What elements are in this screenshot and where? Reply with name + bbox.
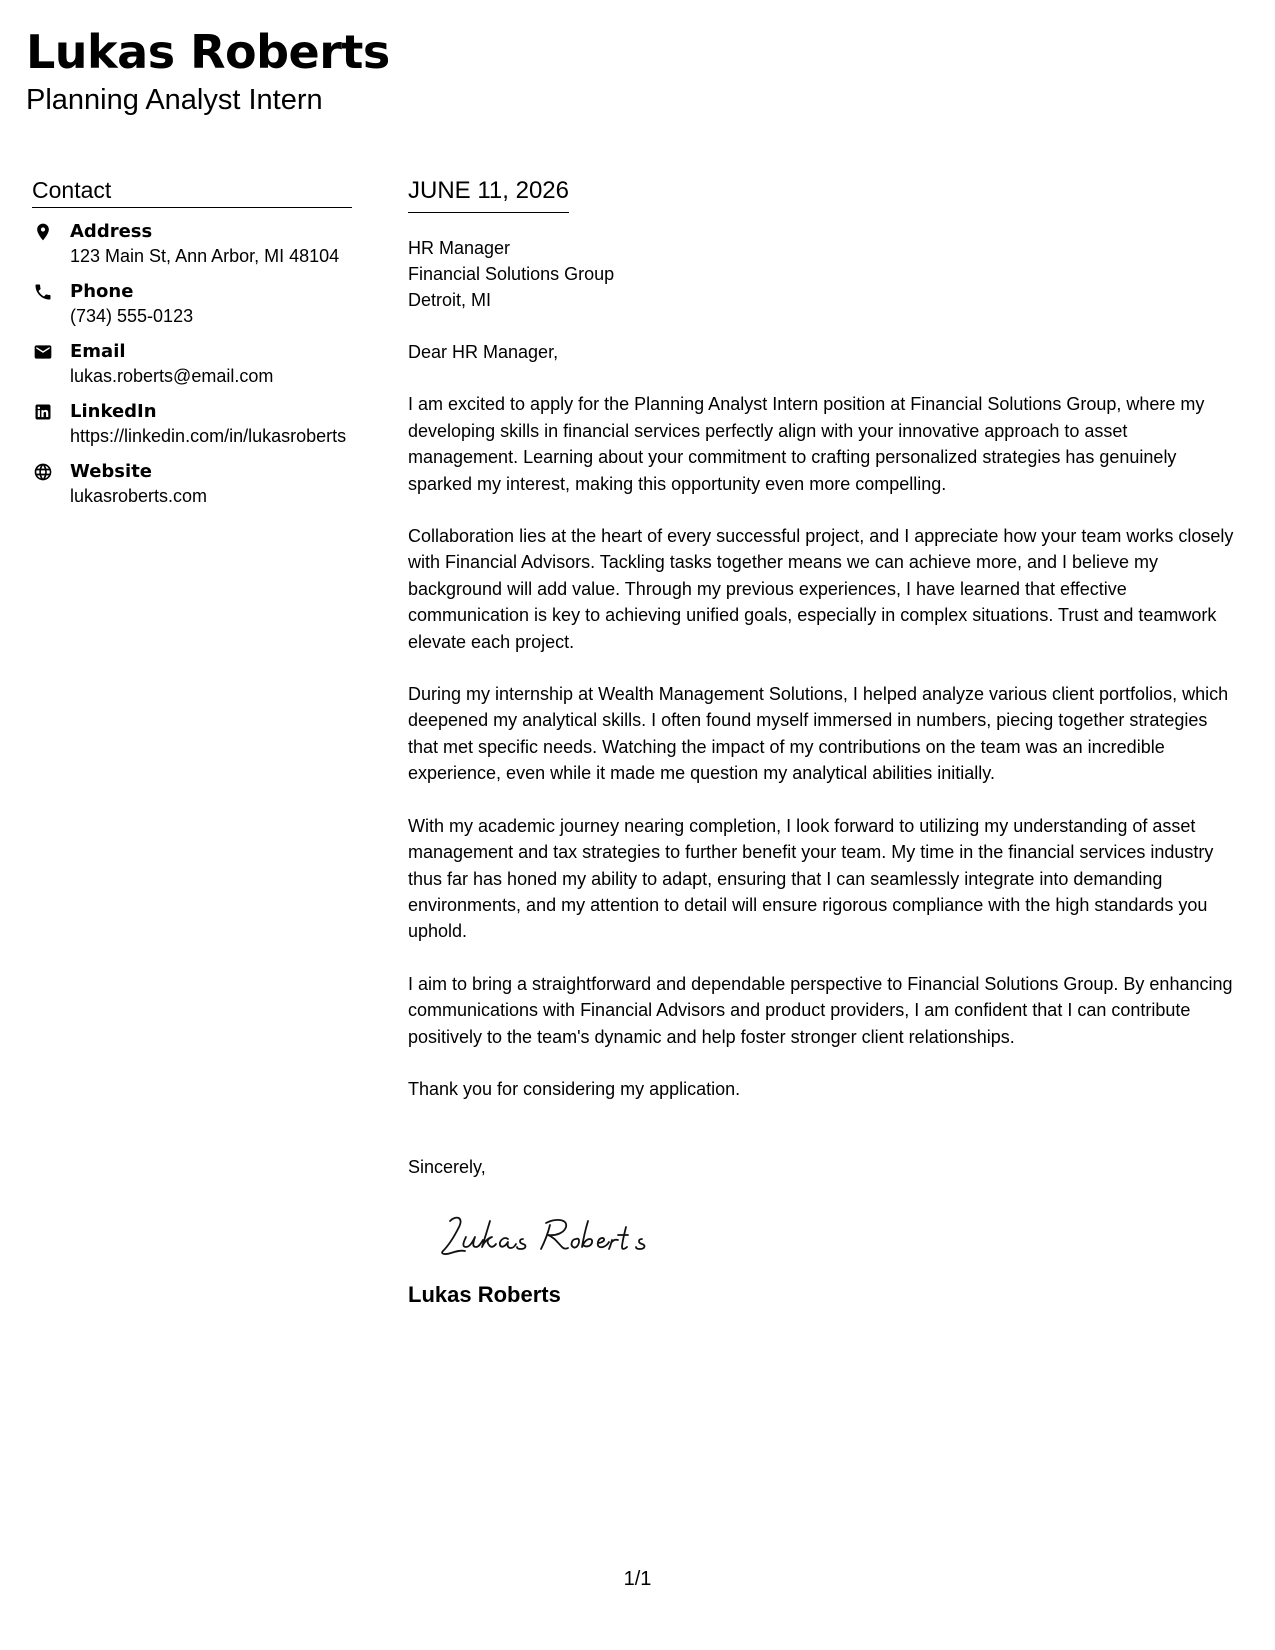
letter-greeting: Dear HR Manager,: [408, 342, 559, 362]
recipient-location: Detroit, MI: [408, 290, 492, 310]
letter-closing: Sincerely,: [408, 1157, 486, 1178]
applicant-name: Lukas Roberts: [26, 25, 390, 79]
contact-item-website: [32, 460, 352, 508]
globe-icon: [32, 461, 54, 483]
recipient-name: HR Manager: [408, 238, 511, 258]
letter-paragraph: With my academic journey nearing completion, I look forward to utilizing my understanding of asset management and tax strategies to further benefit your team. My time in the financial services industry thus far has honed my ability to adapt, ensuring that I can seamlessly integrate into demanding environments, and my attention to detail will ensure rigorous compliance with the high standards you uphold.: [408, 815, 1214, 942]
contact-value-email[interactable]: lukas.roberts@email.com: [70, 366, 274, 386]
contact-item-phone: [32, 280, 352, 328]
applicant-title: Planning Analyst Intern: [26, 84, 323, 116]
envelope-icon: [32, 341, 54, 363]
letter-date: JUNE 11, 2026: [408, 176, 569, 213]
letter-paragraph: Collaboration lies at the heart of every successful project, and I appreciate how your team works closely with Financial Advisors. Tackling tasks together means we can achieve more, and I believe my background will add value. Through my previous experiences, I have learned that effective communication is key to achieving unified goals, especially in complex situations. Trust and teamwork elevate each project.: [408, 526, 1234, 652]
contact-label: Website: [70, 461, 153, 482]
recipient-block: [408, 235, 1240, 313]
contact-label: LinkedIn: [70, 401, 157, 422]
signature-graphic: [428, 1203, 668, 1265]
letter-paragraph: I aim to bring a straightforward and dependable perspective to Financial Solutions Group. By enhancing communications with Financial Advisors and product providers, I am confident that I can contribute positively to the team's dynamic and help foster stronger client relationships.: [408, 973, 1233, 1047]
contact-value-linkedin[interactable]: https://linkedin.com/in/lukasroberts: [70, 426, 347, 446]
letter-body: [408, 176, 1240, 1309]
contact-item-email: [32, 340, 352, 388]
contact-heading: Contact: [32, 176, 352, 208]
contact-value-phone[interactable]: (734) 555-0123: [70, 306, 194, 326]
location-pin-icon: [32, 221, 54, 243]
handwritten-signature: [428, 1203, 1240, 1273]
contact-value-address: 123 Main St, Ann Arbor, MI 48104: [70, 246, 340, 266]
contact-label: Address: [70, 221, 153, 242]
signed-name: Lukas Roberts: [408, 1281, 561, 1307]
recipient-company: Financial Solutions Group: [408, 264, 615, 284]
contact-item-linkedin: [32, 400, 352, 448]
contact-value-website[interactable]: lukasroberts.com: [70, 486, 208, 506]
letter-paragraph: Thank you for considering my application.: [408, 1078, 741, 1099]
contact-sidebar: [32, 176, 352, 520]
phone-icon: [32, 281, 54, 303]
contact-label: Phone: [70, 281, 134, 302]
letter-paragraph: I am excited to apply for the Planning Analyst Intern position at Financial Solutions Group, where my developing skills in financial services perfectly align with your innovative approach to asset management. Learning about your commitment to crafting personalized strategies has genuinely sparked my interest, making this opportunity even more compelling.: [408, 394, 1205, 494]
letter-paragraph: During my internship at Wealth Management Solutions, I helped analyze various client portfolios, which deepened my analytical skills. I often found myself immersed in numbers, piecing together strategies that met specific needs. Watching the impact of my contributions on the team was an incredible experience, even while it made me question my analytical abilities initially.: [408, 684, 1229, 784]
linkedin-icon: [32, 401, 54, 423]
contact-item-address: [32, 220, 352, 268]
page-number: 1/1: [623, 1568, 652, 1590]
contact-label: Email: [70, 341, 126, 362]
